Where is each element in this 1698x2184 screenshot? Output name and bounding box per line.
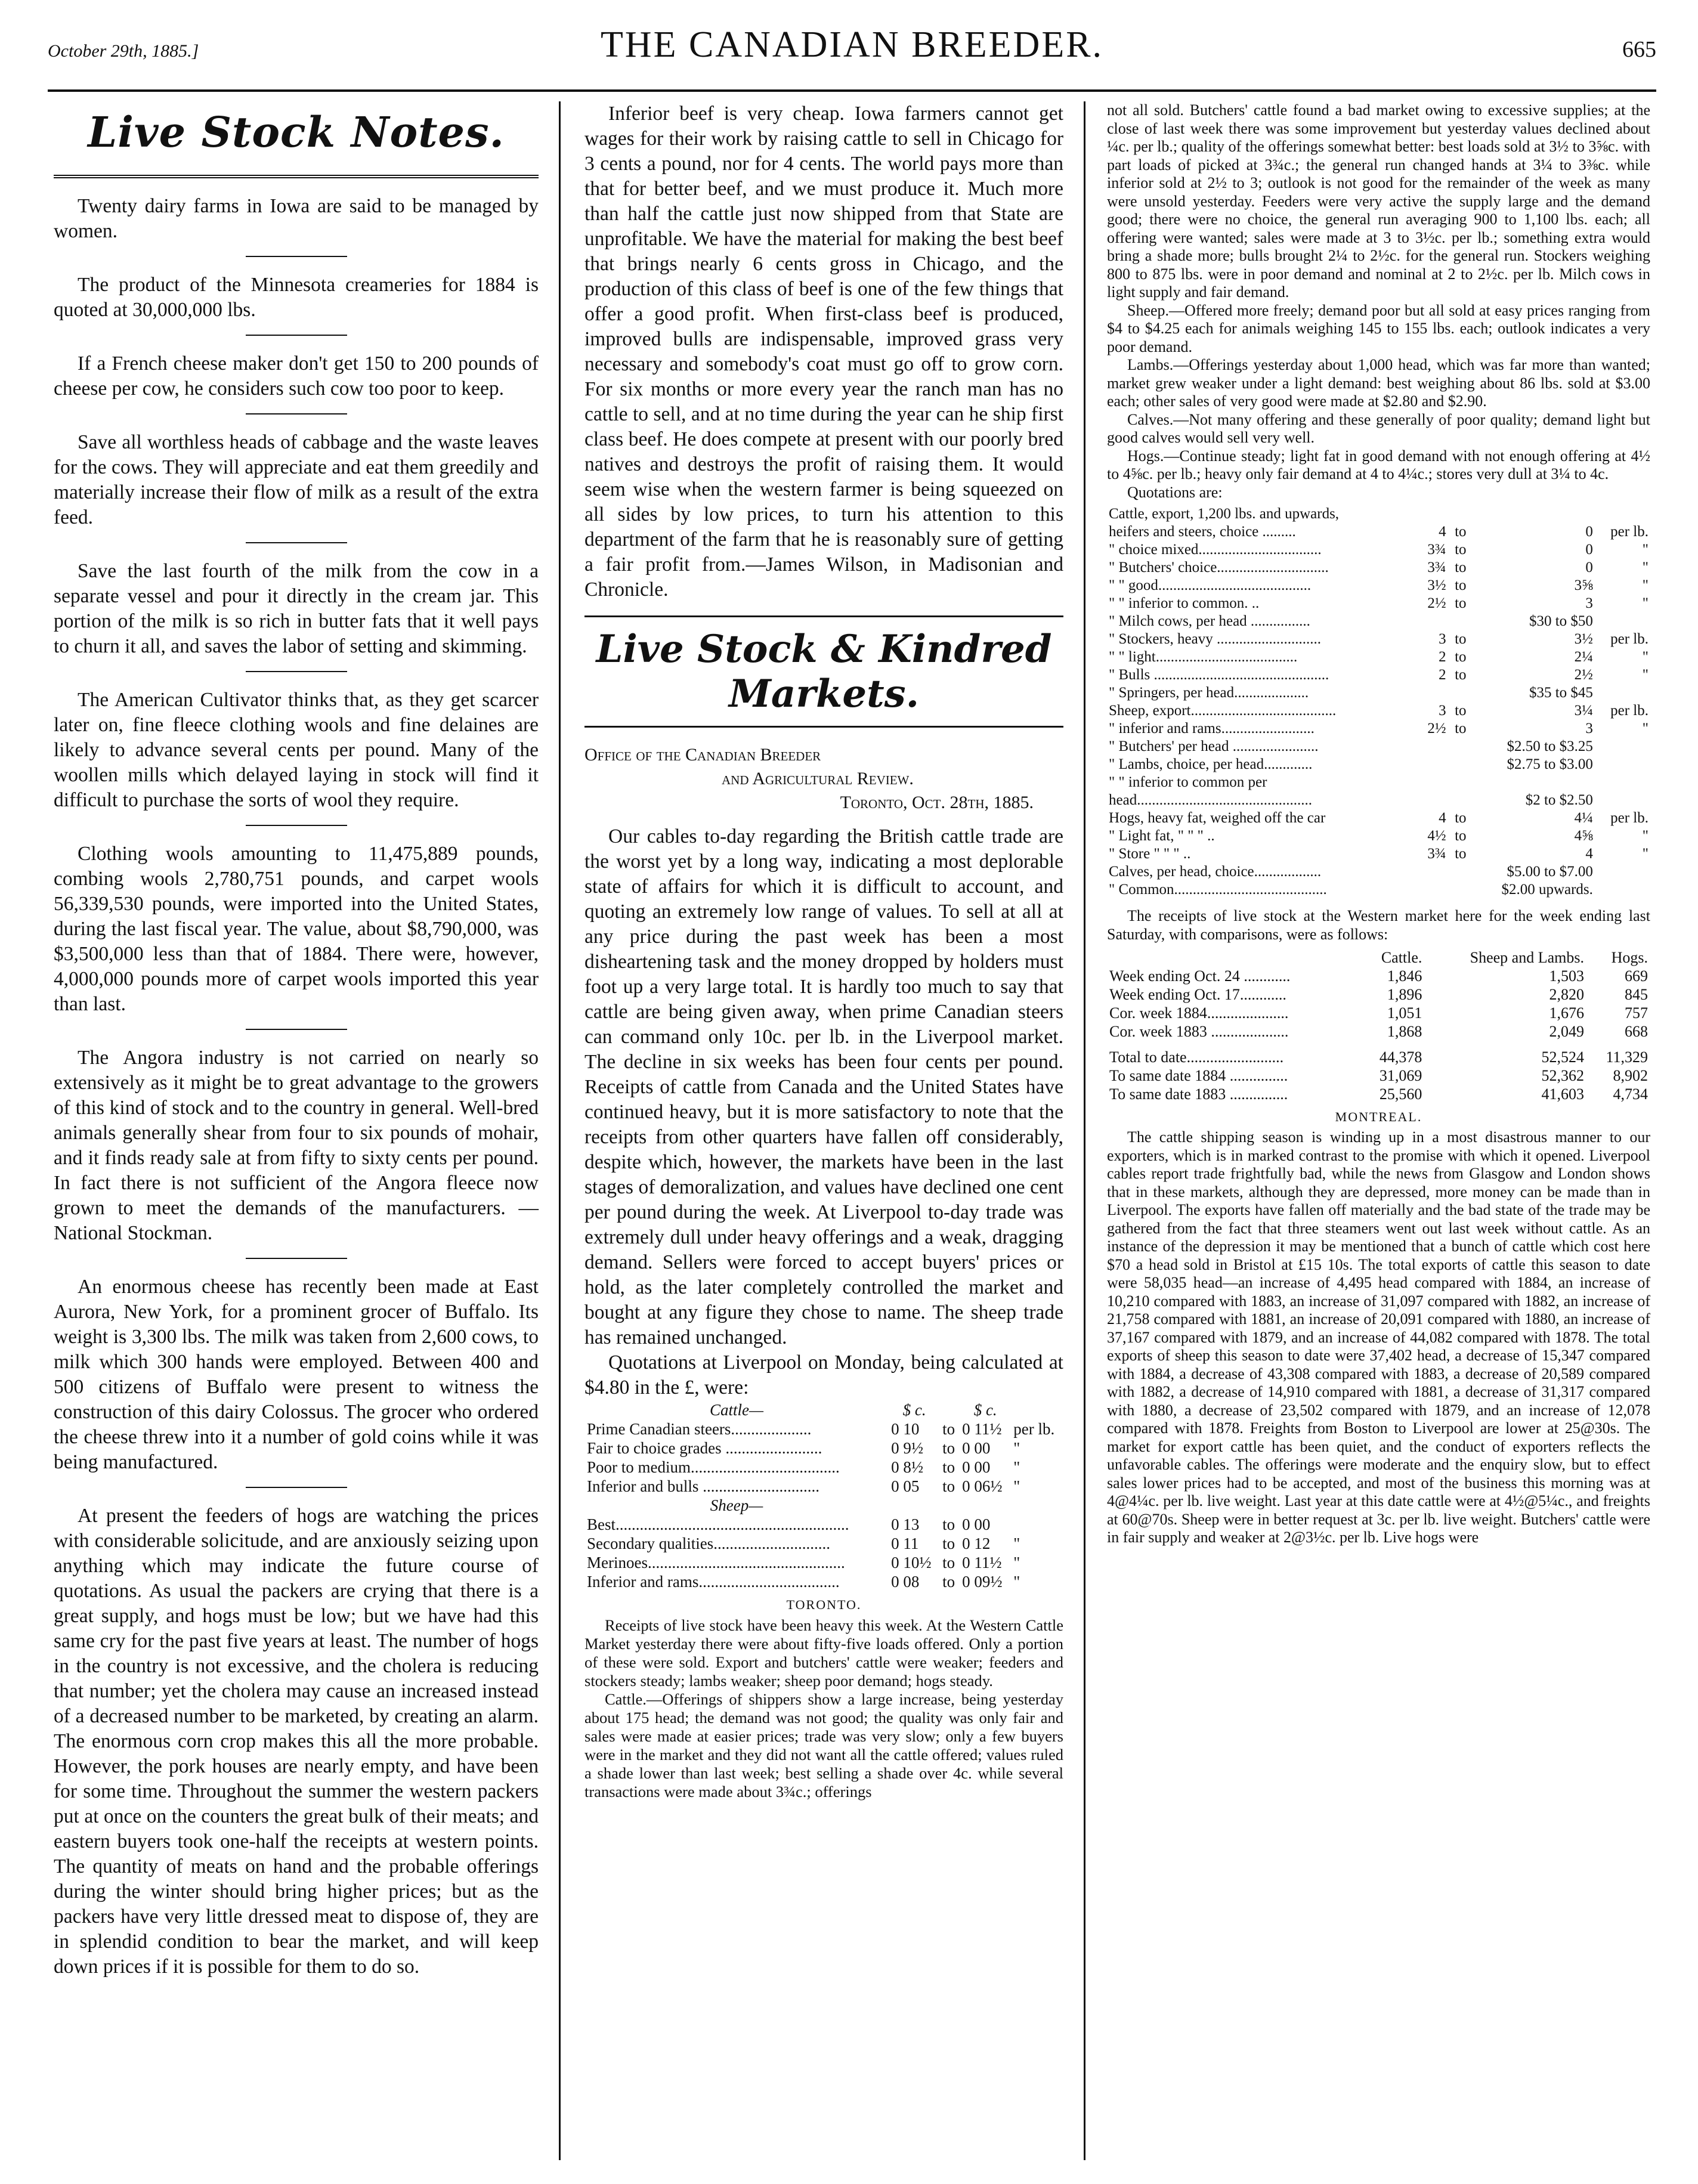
- cell: Inferior and rams...................................: [587, 1573, 840, 1591]
- receipts-cell: 1,051: [1387, 1004, 1422, 1022]
- column-market-report: [1085, 101, 1656, 2160]
- note-paragraph: The product of the Minnesota creameries for 1884 is quoted at 30,000,000 lbs.: [54, 274, 539, 321]
- cell: 0 8½: [891, 1458, 924, 1476]
- quotation-row: [1107, 881, 1650, 899]
- table-header: $ c.: [973, 1401, 997, 1419]
- quotation-cell: [1468, 774, 1595, 791]
- report-paragraph: Sheep.—Offered more freely; demand poor but all sold at easy prices ranging from $4 to $4.25 each for animals weighing 145 to 155 lbs. each; outlook indicates a very poor demand.: [1107, 301, 1650, 355]
- receipts-cell: 757: [1625, 1004, 1648, 1022]
- table-row: [584, 1477, 1063, 1496]
- quotation-cell: [1448, 791, 1468, 809]
- cell: Fair to choice grades ........................: [587, 1439, 822, 1457]
- quotation-cell: [1448, 505, 1468, 523]
- quotation-cell: [1595, 756, 1650, 774]
- quotation-cell: " " good.........................................: [1109, 577, 1312, 593]
- report-paragraph: Calves.—Not many offering and these generally of poor quality; demand light but good calves would sell very well.: [1107, 410, 1650, 446]
- cell: ": [1013, 1554, 1020, 1572]
- quotation-cell: to: [1455, 703, 1467, 719]
- quotation-cell: [1468, 505, 1595, 523]
- quotation-cell: " " inferior to common per: [1109, 774, 1267, 790]
- quotation-cell: $2 to $2.50: [1525, 792, 1593, 808]
- note-paragraph: At present the feeders of hogs are watching the prices with considerable solicitude, and are anxiously seizing upon anything which may indicate the future course of quotations. As usual the packers are crying that there is a great supply, and hogs must be low; but we have had this same cry for the past five years at least. The number of hogs in the country is not excessive, and the cholera is reducing that number; yet the cholera may cause an increased instead of a decreased number to be marketed, by creating an alarm. The enormous corn crop makes this all the more probable. However, the pork houses are nearly empty, and have been for some time. Throughout the summer the western packers put at once on the counters the great bulk of their meats; and eastern buyers took one-half the receipts at western points. The quantity of meats on hand and the probable offerings during the winter should bring higher prices; but as the packers have very little dressed meat to dispose of, they are in splendid condition to bear the market, and will keep down prices if it is possible for them to do so.: [54, 1505, 539, 1978]
- quotation-row: [1107, 845, 1650, 863]
- receipts-row: [1107, 1041, 1650, 1066]
- quotation-cell: Calves, per head, choice..................: [1109, 864, 1322, 880]
- receipts-table: [1107, 948, 1650, 1103]
- receipts-row: [1107, 1085, 1650, 1103]
- receipts-cell: Total to date.........................: [1109, 1048, 1284, 1066]
- issue-date: October 29th, 1885.]: [48, 41, 199, 61]
- quotation-cell: [1448, 756, 1468, 774]
- separator: [246, 335, 347, 336]
- quotation-cell: $2.00 upwards.: [1501, 881, 1593, 898]
- note-paragraph: Clothing wools amounting to 11,475,889 pounds, combing wools 2,780,751 pounds, and carpet wools 56,339,530 pounds, were imported into the United States, during the last fiscal year. The value, about $8,790,000, was $3,500,000 less than that of 1884. There were, however, 4,000,000 pounds more of carpet wools imported this year than last.: [54, 843, 539, 1015]
- quotation-cell: 2¼: [1574, 649, 1593, 665]
- cell: 0 11½: [962, 1554, 1002, 1572]
- quotation-row: [1107, 809, 1650, 827]
- quotation-cell: 0: [1585, 524, 1593, 540]
- quotation-cell: [1595, 774, 1650, 791]
- quotation-cell: ": [1642, 649, 1648, 665]
- quotation-cell: " Butchers' per head .......................: [1109, 738, 1319, 754]
- cell: per lb.: [1013, 1420, 1055, 1438]
- quotation-cell: [1418, 791, 1448, 809]
- columns: [48, 101, 1656, 2160]
- quotation-row: [1107, 756, 1650, 774]
- cell: ": [1013, 1439, 1020, 1457]
- page-number: 665: [1622, 37, 1656, 62]
- quotation-cell: Sheep, export.......................................: [1109, 703, 1337, 719]
- quotation-cell: to: [1455, 828, 1467, 844]
- montreal-heading: MONTREAL.: [1335, 1109, 1422, 1124]
- quotation-row: [1107, 684, 1650, 702]
- cell: 0 08: [891, 1573, 920, 1591]
- receipts-cell: 41,603: [1541, 1085, 1584, 1103]
- quotation-row: [1107, 630, 1650, 648]
- quotation-cell: " " inferior to common. ..: [1109, 595, 1260, 611]
- receipts-row: [1107, 1066, 1650, 1085]
- cell: 0 09½: [962, 1573, 1003, 1591]
- quotation-cell: 3¾: [1427, 846, 1446, 862]
- separator: [246, 1487, 347, 1488]
- office-dateline-date: Toronto, Oct. 28th, 1885.: [840, 793, 1034, 812]
- quotation-cell: ": [1642, 846, 1648, 862]
- quotation-cell: [1448, 774, 1468, 791]
- quotation-cell: Hogs, heavy fat, weighed off the car: [1109, 810, 1326, 826]
- quotation-cell: " Springers, per head....................: [1109, 685, 1309, 701]
- quotation-cell: 4⅝: [1574, 828, 1593, 844]
- cell: to: [942, 1515, 955, 1533]
- receipts-cell: To same date 1884 ...............: [1109, 1067, 1288, 1084]
- cell: to: [942, 1458, 955, 1476]
- toronto-heading: TORONTO.: [786, 1597, 862, 1612]
- cell: 0 06½: [962, 1477, 1003, 1495]
- toronto-paragraph: Receipts of live stock have been heavy this week. At the Western Cattle Market yesterday there were about fifty-five loads offered. Only a portion of these were sold. Export and butchers' cattle were weaker; feeders and stockers steady; lambs weaker; sheep poor demand; hogs steady.: [584, 1616, 1063, 1690]
- office-line: Office of the Canadian Breeder: [584, 745, 821, 765]
- receipts-header: Hogs.: [1611, 949, 1648, 966]
- quotation-cell: [1595, 863, 1650, 881]
- table-header: Cattle—: [710, 1401, 764, 1419]
- quotation-cell: 2: [1439, 667, 1446, 683]
- office-dateline: [584, 743, 1063, 815]
- table-row: [584, 1572, 1063, 1591]
- receipts-cell: 52,362: [1541, 1067, 1584, 1084]
- quotation-cell: 0: [1585, 559, 1593, 576]
- quotation-cell: 4¼: [1574, 810, 1593, 826]
- receipts-cell: Week ending Oct. 17............: [1109, 986, 1286, 1003]
- quotation-cell: $5.00 to $7.00: [1507, 864, 1593, 880]
- quotation-cell: [1595, 612, 1650, 630]
- quotation-cell: 3½: [1427, 577, 1446, 593]
- quotation-cell: per lb.: [1610, 631, 1648, 647]
- beef-paragraph: Inferior beef is very cheap. Iowa farmers cannot get wages for their work by raising cattle to sell in Chicago for 3 cents a pound, nor for 4 cents. The world pays more than that for better beef, and we must produce it. Much more than half the cattle just now shipped from that State are unprofitable. We have the material for making the best beef that brings nearly 6 cents gross in Chicago, and the production of this class of beef is one of the few things that offer a good profit. When first-class beef is produced, improved bulls are indispensable, improved grass very necessary and somebody's coat must go off to grow corn. For six months or more every year the ranch man has no cattle to sell, and at no time during the year can he ship first class beef. He does compete at present with our poorly bred natives and destroys the profit of raising them. It would seem wise when the western farmer is being squeezed on all sides by low prices, to turn his attention to this department of the farm that he is reasonably sure of getting a fair profit from.—James Wilson, in Madisonian and Chronicle.: [584, 103, 1063, 601]
- quotation-cell: ": [1642, 667, 1648, 683]
- cell: Prime Canadian steers....................: [587, 1420, 812, 1438]
- quotation-cell: [1418, 505, 1448, 523]
- quotation-cell: [1448, 612, 1468, 630]
- quotation-cell: $2.75 to $3.00: [1507, 756, 1593, 772]
- quotation-cell: to: [1455, 649, 1467, 665]
- quotation-row: [1107, 595, 1650, 612]
- receipts-cell: 1,503: [1549, 967, 1584, 985]
- quotation-cell: " Common.........................................: [1109, 881, 1327, 898]
- note-paragraph: The American Cultivator thinks that, as they get scarcer later on, fine fleece clothing wools and fine delaines are likely to advance several cents per pound. Many of the woollen mills which delayed laying in stock will find it difficult to purchase the sorts of wool they require.: [54, 689, 539, 811]
- quotation-cell: [1448, 881, 1468, 899]
- quotation-cell: 4: [1439, 524, 1446, 540]
- receipts-cell: 2,049: [1549, 1023, 1584, 1040]
- quotation-cell: " choice mixed.................................: [1109, 542, 1322, 558]
- quotations-label: Quotations are:: [1127, 483, 1223, 501]
- quotation-cell: $35 to $45: [1529, 685, 1593, 701]
- cell: 0 12: [962, 1535, 991, 1552]
- quotation-cell: Cattle, export, 1,200 lbs. and upwards,: [1109, 506, 1340, 522]
- column-markets: [561, 101, 1085, 2160]
- page-header: [48, 24, 1656, 92]
- quotation-row: [1107, 666, 1650, 684]
- cell: 0 9½: [891, 1439, 924, 1457]
- table-row: [584, 1458, 1063, 1477]
- quotation-cell: 3¾: [1427, 542, 1446, 558]
- quotation-cell: 3¼: [1574, 703, 1593, 719]
- receipts-header: Sheep and Lambs.: [1470, 949, 1584, 966]
- receipts-cell: 845: [1625, 986, 1648, 1003]
- quotation-cell: 3: [1585, 595, 1593, 611]
- quotation-cell: to: [1455, 631, 1467, 647]
- receipts-cell: 4,734: [1613, 1085, 1648, 1103]
- receipts-intro: The receipts of live stock at the Western market here for the week ending last Saturday, with comparisons, were as follows:: [1107, 907, 1650, 943]
- liverpool-intro: Quotations at Liverpool on Monday, being calculated at $4.80 in the £, were:: [584, 1351, 1063, 1399]
- receipts-cell: 2,820: [1549, 986, 1584, 1003]
- cell: Secondary qualities.............................: [587, 1535, 830, 1552]
- quotation-cell: ": [1642, 720, 1648, 737]
- quotation-cell: [1418, 863, 1448, 881]
- cell: 0 10½: [891, 1554, 932, 1572]
- cell: Poor to medium.....................................: [587, 1458, 840, 1476]
- quotation-cell: [1418, 881, 1448, 899]
- cell: ": [1013, 1477, 1020, 1495]
- receipts-header: [1107, 948, 1360, 967]
- separator: [246, 1258, 347, 1259]
- table-row: [584, 1534, 1063, 1553]
- quotation-cell: 2½: [1574, 667, 1593, 683]
- quotation-cell: " Milch cows, per head ................: [1109, 613, 1310, 629]
- receipts-cell: 669: [1625, 967, 1648, 985]
- receipts-cell: 1,676: [1549, 1004, 1584, 1022]
- separator: [246, 671, 347, 672]
- quotation-cell: to: [1455, 559, 1467, 576]
- separator: [246, 413, 347, 414]
- cell: to: [942, 1535, 955, 1552]
- liverpool-quotations-table: [584, 1400, 1063, 1591]
- cell: Inferior and bulls .............................: [587, 1477, 819, 1495]
- quotation-cell: 3½: [1574, 631, 1593, 647]
- receipts-cell: 1,868: [1387, 1023, 1422, 1040]
- quotation-row: [1107, 648, 1650, 666]
- table-header: $ c.: [902, 1401, 926, 1419]
- receipts-cell: 1,896: [1387, 986, 1422, 1003]
- toronto-quotations-table: [1107, 505, 1650, 899]
- cell: 0 11: [891, 1535, 919, 1552]
- cell: Best..........................................................: [587, 1515, 849, 1533]
- table-header: [940, 1400, 960, 1419]
- toronto-paragraph: Cattle.—Offerings of shippers show a large increase, being yesterday about 175 head; the demand was not good; the quality was only fair and sales were made at easier prices; trade was very slow; only a few buyers were in the market and they did not want all the cattle offered; values ruled a shade lower than last week; best selling a shade over 4c. while several transactions were made about 3¾c.; offerings: [584, 1690, 1063, 1801]
- cell: to: [942, 1420, 955, 1438]
- quotation-cell: per lb.: [1610, 524, 1648, 540]
- quotation-row: [1107, 774, 1650, 791]
- quotation-cell: " " light......................................: [1109, 649, 1298, 665]
- section-rule: [54, 175, 539, 178]
- separator: [246, 825, 347, 826]
- table-row: [584, 1553, 1063, 1572]
- receipts-cell: 44,378: [1379, 1048, 1422, 1066]
- quotation-row: [1107, 577, 1650, 595]
- quotation-cell: ": [1642, 828, 1648, 844]
- report-paragraph: Lambs.—Offerings yesterday about 1,000 head, which was far more than wanted; market grew weaker under a light demand: best weighing about 86 lbs. sold at $3.00 each; other sales of very good were made at $2.80 and $2.90.: [1107, 356, 1650, 410]
- quotation-cell: 3: [1439, 631, 1446, 647]
- quotation-cell: 2: [1439, 649, 1446, 665]
- cell: ": [1013, 1458, 1020, 1476]
- quotation-row: [1107, 702, 1650, 720]
- quotation-cell: 2½: [1427, 720, 1446, 737]
- table-row: [584, 1439, 1063, 1458]
- quotation-cell: [1595, 881, 1650, 899]
- cell: Merinoes.................................................: [587, 1554, 845, 1572]
- quotation-cell: $30 to $50: [1529, 613, 1593, 629]
- note-paragraph: Save the last fourth of the milk from the cow in a separate vessel and pour it directly in the cream jar. This portion of the milk is so rich in butter fats that it well pays to churn it all, and saves the labor of setting and skimming.: [54, 560, 539, 657]
- cell: to: [942, 1573, 955, 1591]
- cell: to: [942, 1477, 955, 1495]
- montreal-paragraph: The cattle shipping season is winding up in a most disastrous manner to our exporters, which is in marked contrast to the promise with which it opened. Liverpool cables report trade frightfully bad, while the news from Glasgow and London shows that in these markets, although they are depressed, more money can be made than in Liverpool. The exports have fallen off materially and the bad state of the trade may be gathered from the fact that three steamers went out last week without cattle. As an instance of the depression it may be mentioned that a bunch of cattle which cost here $70 a head sold in Bristol at £15 10s. The total exports of cattle this season to date were 58,035 head—an increase of 4,495 head compared with 1884, an increase of 10,210 compared with 1883, an increase of 31,097 compared with 1882, an increase of 21,758 compared with 1881, an increase of 20,091 compared with 1880, an increase of 37,167 compared with 1879, and an increase of 44,082 compared with 1878. The total exports of sheep this season to date were 37,402 head, a decrease of 15,347 compared with 1884, a decrease of 43,308 compared with 1883, a decrease of 20,589 compared with 1882, a decrease of 14,910 compared with 1881, a decrease of 31,317 compared with 1880, a decrease of 23,502 compared with 1879, and an increase of 12,078 compared with 1878. Freights from Boston to Liverpool are lower at 25@30s. The market for export cattle has been quiet, and the conduct of exporters reflects the unfavorable cables. The offerings were moderate and the enquiry slow, but to effect sales lower prices had to be accepted, and most of the business this morning was at 4@4¼c. per lb. live weight. Last year at this date cattle were at 4½@5¼c., and freights at 60@70s. Sheep were in better request at 3c. per lb. live weight. Butchers' cattle were in fair supply and weaker at 2@3½c. per lb. Live hogs were: [1107, 1128, 1650, 1546]
- table-header: [1011, 1400, 1063, 1419]
- quotation-cell: 4½: [1427, 828, 1446, 844]
- column-live-stock-notes: [48, 101, 561, 2160]
- cell: ": [1013, 1573, 1020, 1591]
- quotation-row: [1107, 863, 1650, 881]
- quotation-cell: to: [1455, 667, 1467, 683]
- quotation-cell: [1595, 738, 1650, 756]
- receipts-cell: 25,560: [1379, 1085, 1422, 1103]
- quotation-cell: ": [1642, 542, 1648, 558]
- quotation-cell: [1448, 738, 1468, 756]
- quotation-cell: ": [1642, 559, 1648, 576]
- quotation-cell: heifers and steers, choice .........: [1109, 524, 1296, 540]
- quotation-cell: to: [1455, 542, 1467, 558]
- quotation-cell: 2½: [1427, 595, 1446, 611]
- quotation-row: [1107, 791, 1650, 809]
- section-title-markets: Live Stock & Kindred Markets.: [584, 615, 1063, 728]
- receipts-row: [1107, 1004, 1650, 1022]
- receipts-cell: 668: [1625, 1023, 1648, 1040]
- quotation-cell: [1418, 774, 1448, 791]
- quotation-cell: [1595, 791, 1650, 809]
- receipts-cell: Cor. week 1884.....................: [1109, 1004, 1289, 1022]
- receipts-cell: Week ending Oct. 24 ............: [1109, 967, 1291, 985]
- office-line: and Agricultural Review.: [722, 769, 914, 788]
- cables-paragraph: Our cables to-day regarding the British cattle trade are the worst yet by a long way, indicating a most deplorable state of affairs for which it is difficult to account, and quoting an extremely low range of values. To sell at all at any price during the past week has been a most disheartening task and the money dropped by holders must foot up a very large total. It is hardly too much to say that cattle are being given away, when prime Canadian steers can command only 10c. per lb. in the Liverpool market. The decline in six weeks has been four cents per pound. Receipts of cattle from Canada and the United States have continued heavy, but it is more satisfactory to note that the receipts from other quarters have fallen off considerably, despite which, however, the markets have been in the last stages of demoralization, and values have declined one cent per pound during the week. At Liverpool to-day trade was extremely dull under heavy offerings and a weak, dragging demand. Sellers were forced to accept buyers' prices or hold, as the later completely controlled the market and bought at any figure they chose to name. The sheep trade has remained unchanged.: [584, 825, 1063, 1348]
- quotation-row: [1107, 720, 1650, 738]
- receipts-cell: Cor. week 1883 ....................: [1109, 1023, 1289, 1040]
- quotation-cell: to: [1455, 577, 1467, 593]
- quotation-cell: per lb.: [1610, 703, 1648, 719]
- quotation-cell: [1595, 505, 1650, 523]
- quotation-cell: 3: [1439, 703, 1446, 719]
- cell: to: [942, 1554, 955, 1572]
- receipts-cell: 11,329: [1606, 1048, 1648, 1066]
- receipts-row: [1107, 985, 1650, 1004]
- table-row: [584, 1515, 1063, 1534]
- quotation-cell: 4: [1585, 846, 1593, 862]
- quotation-cell: " Light fat, " " " ..: [1109, 828, 1215, 844]
- receipts-cell: 8,902: [1613, 1067, 1648, 1084]
- table-row: [584, 1419, 1063, 1439]
- quotation-cell: " Stockers, heavy ............................: [1109, 631, 1321, 647]
- table-subheader: Sheep—: [710, 1496, 763, 1514]
- quotation-cell: " Butchers' choice..............................: [1109, 559, 1329, 576]
- quotation-cell: [1418, 612, 1448, 630]
- cell: to: [942, 1439, 955, 1457]
- receipts-row: [1107, 1022, 1650, 1041]
- note-paragraph: Save all worthless heads of cabbage and the waste leaves for the cows. They will appreciate and eat them greedily and materially increase their flow of milk as a result of the extra feed.: [54, 431, 539, 528]
- quotation-cell: " Lambs, choice, per head.............: [1109, 756, 1313, 772]
- receipts-cell: To same date 1883 ...............: [1109, 1085, 1288, 1103]
- quotation-row: [1107, 738, 1650, 756]
- section-title-live-stock-notes: Live Stock Notes.: [88, 107, 505, 157]
- cell: ": [1013, 1535, 1020, 1552]
- receipts-header: Cattle.: [1381, 949, 1422, 966]
- quotation-row: [1107, 541, 1650, 559]
- receipts-header-row: [1107, 948, 1650, 967]
- quotation-row: [1107, 505, 1650, 523]
- quotation-row: [1107, 612, 1650, 630]
- separator: [246, 1029, 347, 1030]
- separator: [246, 542, 347, 543]
- quotation-cell: to: [1455, 595, 1467, 611]
- quotation-cell: to: [1455, 524, 1467, 540]
- quotation-cell: to: [1455, 810, 1467, 826]
- quotation-cell: 3¾: [1427, 559, 1446, 576]
- quotation-cell: to: [1455, 846, 1467, 862]
- receipts-cell: 52,524: [1541, 1048, 1584, 1066]
- quotation-cell: " Store " " " ..: [1109, 846, 1191, 862]
- quotation-cell: per lb.: [1610, 810, 1648, 826]
- quotation-cell: 0: [1585, 542, 1593, 558]
- report-paragraph: Hogs.—Continue steady; light fat in good demand with not enough offering at 4½ to 4⅝c. per lb.; heavy only fair demand at 4 to 4¼c.; stores very dull at 3¼ to 4c.: [1107, 447, 1650, 482]
- report-paragraph: not all sold. Butchers' cattle found a bad market owing to excessive supplies; at the close of last week there was some improvement but yesterday values declined about ¼c. per lb.; quality of the offerings somewhat better: best loads sold at 3½ to 3⅝c. with part loads of picked at 3¾c.; the general run changed hands at 3¼ to 3⅜c. while inferior sold at 2½ to 3; outlook is not good for the remainder of the week as many were unsold yesterday. Feeders were very active the supply large and the demand good; there were no choice, the general run averaging 900 to 1,100 lbs. each; all offering were wanted; sales were made at 3 to 3½c. per lb.; something extra would bring a shade more; bulls brought 2¼ to 2½c. for the general run. Stockers weighing 800 to 875 lbs. were in poor demand and nominal at 2 to 2½c. per lb. Milch cows in light supply and fair demand.: [1107, 101, 1650, 301]
- cell: 0 00: [962, 1439, 991, 1457]
- receipts-cell: 1,846: [1387, 967, 1422, 985]
- cell: 0 11½: [962, 1420, 1002, 1438]
- note-paragraph: An enormous cheese has recently been made at East Aurora, New York, for a prominent grocer of Buffalo. Its weight is 3,300 lbs. The milk was taken from 2,600 cows, to milk which 300 hands were employed. Between 400 and 500 citizens of Buffalo were present to witness the construction of this dairy Colossus. The grocer who ordered the cheese threw into it a number of gold coins while it was being manufactured.: [54, 1276, 539, 1473]
- quotation-cell: [1418, 756, 1448, 774]
- cell: [1011, 1515, 1063, 1534]
- quotation-cell: $2.50 to $3.25: [1507, 738, 1593, 754]
- quotation-row: [1107, 559, 1650, 577]
- quotation-cell: 3: [1585, 720, 1593, 737]
- receipts-cell: 31,069: [1379, 1067, 1422, 1084]
- cell: 0 00: [962, 1515, 991, 1533]
- quotation-cell: [1418, 738, 1448, 756]
- cell: 0 00: [962, 1458, 991, 1476]
- note-paragraph: If a French cheese maker don't get 150 to 200 pounds of cheese per cow, he considers such cow too poor to keep.: [54, 352, 539, 400]
- cell: 0 05: [891, 1477, 920, 1495]
- quotation-cell: head...............................................: [1109, 792, 1312, 808]
- note-paragraph: The Angora industry is not carried on nearly so extensively as it might be to great advantage to the growers of this kind of stock and to the country in general. Well-bred animals generally shear from four to six pounds of mohair, and it finds ready sale at from fifty to sixty cents per pound. In fact there is not sufficient of the Angora fleece now grown to meet the demands of the manufacturers. —National Stockman.: [54, 1047, 539, 1244]
- quotation-row: [1107, 827, 1650, 845]
- quotation-cell: " Bulls ...............................................: [1109, 667, 1329, 683]
- note-paragraph: Twenty dairy farms in Iowa are said to be managed by women.: [54, 195, 539, 242]
- quotation-cell: [1448, 684, 1468, 702]
- quotation-cell: ": [1642, 577, 1648, 593]
- quotation-cell: to: [1455, 720, 1467, 737]
- quotation-cell: [1595, 684, 1650, 702]
- quotation-cell: 3⅝: [1574, 577, 1593, 593]
- quotation-cell: " inferior and rams.........................: [1109, 720, 1315, 737]
- quotation-cell: ": [1642, 595, 1648, 611]
- quotation-row: [1107, 523, 1650, 541]
- cell: 0 13: [891, 1515, 920, 1533]
- quotation-cell: [1418, 684, 1448, 702]
- masthead-title: THE CANADIAN BREEDER.: [600, 24, 1104, 65]
- quotation-cell: 4: [1439, 810, 1446, 826]
- separator: [246, 256, 347, 257]
- quotation-cell: [1448, 863, 1468, 881]
- receipts-row: [1107, 967, 1650, 985]
- cell: 0 10: [891, 1420, 920, 1438]
